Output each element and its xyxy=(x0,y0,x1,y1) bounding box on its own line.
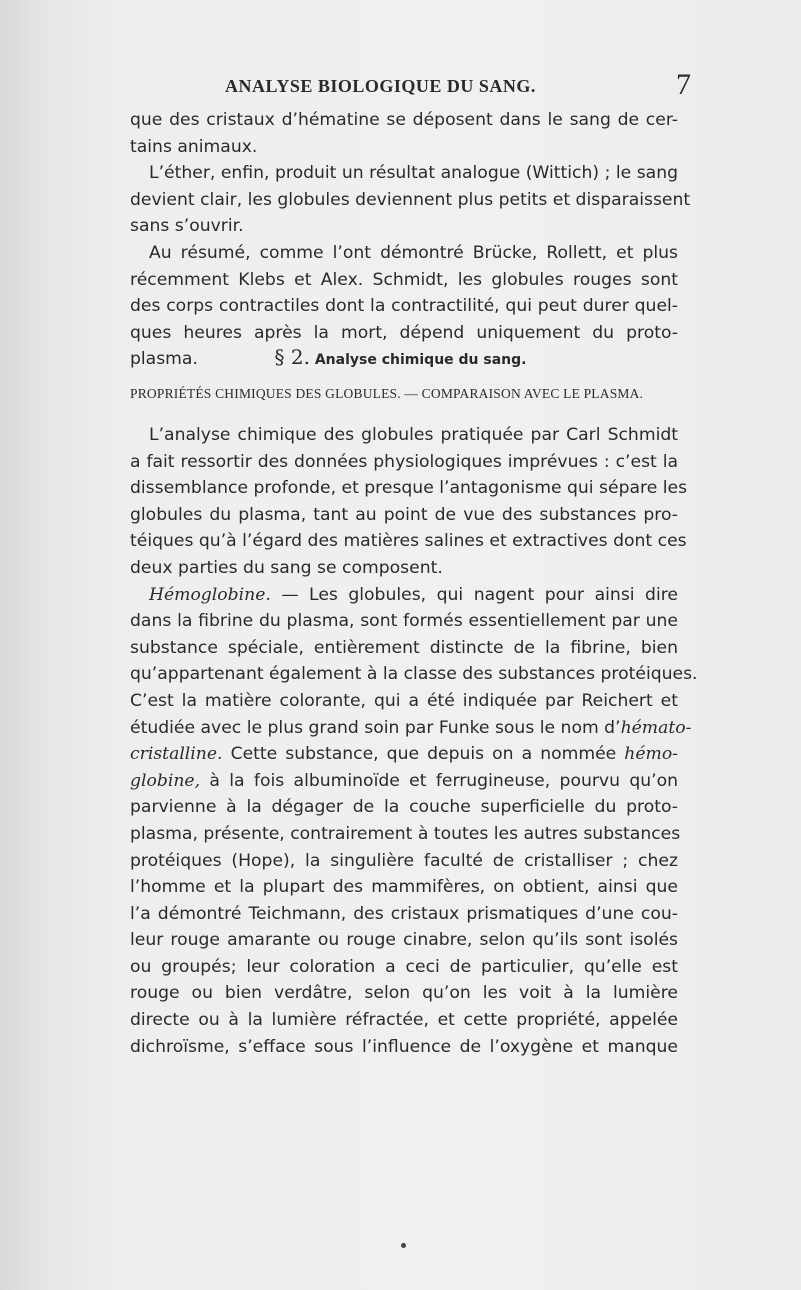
text-line: plasma, présente, contrairement à toutes les autres substances xyxy=(130,823,681,844)
italic-term: globine, xyxy=(130,770,201,791)
text-line: tains animaux. xyxy=(130,136,258,157)
italic-term: hémato- xyxy=(620,717,692,738)
running-head-title: ANALYSE BIOLOGIQUE DU SANG. xyxy=(225,76,536,96)
text-line: ques heures après la mort, dépend uniquement du proto- xyxy=(130,322,678,343)
text-line xyxy=(130,715,692,742)
text-line xyxy=(130,768,678,795)
text-line: dissemblance profonde, et presque l’antagonisme qui sépare les xyxy=(130,478,688,499)
section-heading xyxy=(0,345,801,369)
text-line: que des cristaux d’hématine se déposent dans le sang de cer- xyxy=(130,110,678,130)
text-line: substance spéciale, entièrement distincte de la fibrine, bien xyxy=(130,637,678,658)
text-span: étudiée avec le plus grand soin par Funke sous le nom d’ xyxy=(130,717,621,738)
text-span: Cette substance, que depuis on a nommée xyxy=(222,744,625,765)
text-line: deux parties du sang se composent. xyxy=(130,557,443,578)
subheading: PROPRIÉTÉS CHIMIQUES DES GLOBULES. — COMPARAISON AVEC LE PLASMA. xyxy=(130,386,644,401)
text-block-top xyxy=(130,107,691,373)
text-line: devient clair, les globules deviennent plus petits et disparaissent xyxy=(130,189,691,210)
ink-speck xyxy=(401,1243,406,1248)
text-line: a fait ressortir des données physiologiques imprévues : c’est la xyxy=(130,451,678,472)
text-span: — Les globules, qui nagent pour ainsi dire xyxy=(270,584,678,605)
text-line: sans s’ouvrir. xyxy=(130,216,244,237)
italic-term: hémo- xyxy=(624,744,678,765)
section-symbol: § 2. xyxy=(274,345,310,369)
text-line: parvienne à la dégager de la couche superficielle du proto- xyxy=(130,797,678,818)
text-line: dichroïsme, s’efface sous l’influence de l’oxygène et manque xyxy=(130,1036,678,1057)
text-line: directe ou à la lumière réfractée, et cette propriété, appelée xyxy=(130,1010,678,1031)
running-head xyxy=(0,68,801,102)
text-line: protéiques (Hope), la singulière faculté de cristalliser ; chez xyxy=(130,850,678,871)
text-line: L’éther, enfin, produit un résultat analogue (Wittich) ; le sang xyxy=(149,163,678,184)
text-line: ou groupés; leur coloration a ceci de particulier, qu’elle est xyxy=(130,956,678,977)
text-line: L’analyse chimique des globules pratiquée par Carl Schmidt xyxy=(149,425,678,445)
text-line: dans la fibrine du plasma, sont formés essentiellement par une xyxy=(130,611,678,632)
text-line: téiques qu’à l’égard des matières salines et extractives dont ces xyxy=(130,531,687,552)
text-line: Au résumé, comme l’ont démontré Brücke, Rollett, et plus xyxy=(149,242,678,263)
text-line: leur rouge amarante ou rouge cinabre, selon qu’ils sont isolés xyxy=(130,930,678,951)
text-block-bottom xyxy=(130,422,698,1060)
term-hemoglobine: Hémoglobine. xyxy=(149,584,271,605)
page-number: 7 xyxy=(676,68,691,101)
text-line: rouge ou bien verdâtre, selon qu’on les voit à la lumière xyxy=(130,983,678,1004)
text-line: récemment Klebs et Alex. Schmidt, les globules rouges sont xyxy=(130,269,678,290)
text-line xyxy=(130,741,678,768)
text-line: des corps contractiles dont la contractilité, qui peut durer quel- xyxy=(130,296,678,317)
text-line: plasma. xyxy=(130,349,198,370)
text-line: qu’appartenant également à la classe des substances protéiques. xyxy=(130,664,698,685)
italic-term: cristalline. xyxy=(130,744,223,765)
text-line: l’a démontré Teichmann, des cristaux prismatiques d’une cou- xyxy=(130,903,678,924)
text-line: l’homme et la plupart des mammifères, on obtient, ainsi que xyxy=(130,877,678,898)
text-line: globules du plasma, tant au point de vue des substances pro- xyxy=(130,504,678,525)
text-line: C’est la matière colorante, qui a été indiquée par Reichert et xyxy=(130,690,678,711)
text-line xyxy=(130,582,678,609)
text-span: à la fois albuminoïde et ferrugineuse, pourvu qu’on xyxy=(200,770,678,791)
section-title: Analyse chimique du sang. xyxy=(314,352,527,368)
